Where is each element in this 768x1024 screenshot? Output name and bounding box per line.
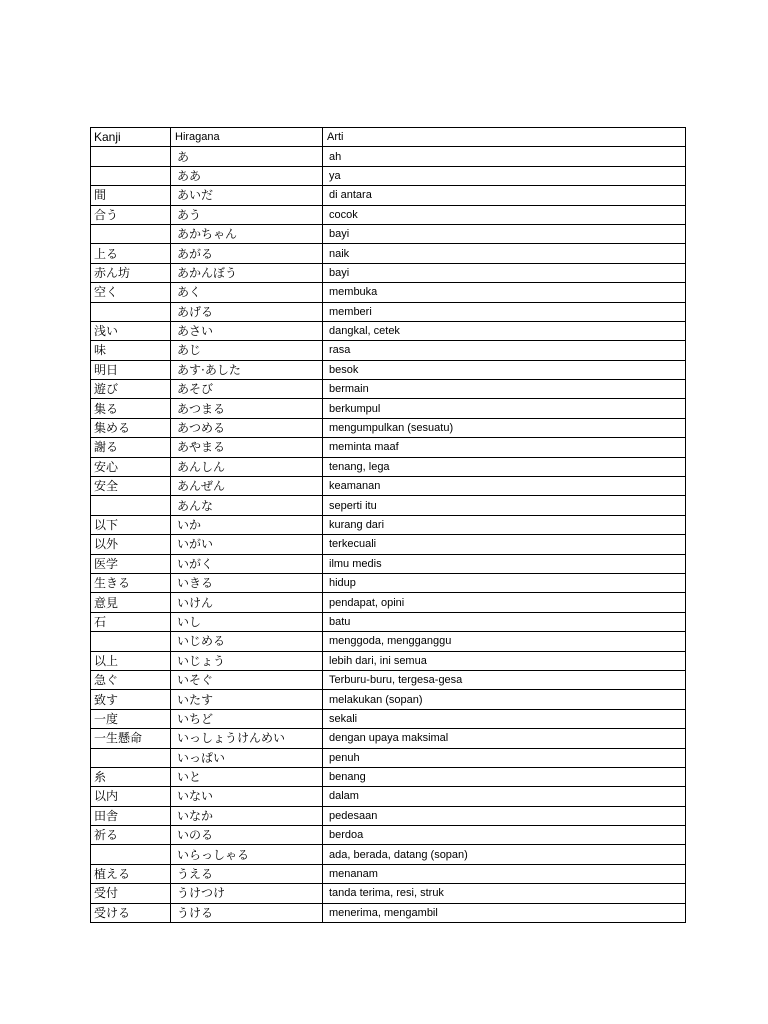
table-row <box>91 690 686 709</box>
table-row <box>91 767 686 786</box>
arti-cell: hidup <box>323 573 686 592</box>
table-row <box>91 826 686 845</box>
kanji-cell: 安全 <box>91 477 171 496</box>
arti-cell: ah <box>323 147 686 166</box>
kanji-cell: 間 <box>91 186 171 205</box>
arti-cell: sekali <box>323 709 686 728</box>
table-row <box>91 360 686 379</box>
table-row <box>91 186 686 205</box>
hiragana-cell: いがく <box>171 554 323 573</box>
kanji-cell <box>91 748 171 767</box>
hiragana-cell: いちど <box>171 709 323 728</box>
table-row <box>91 884 686 903</box>
hiragana-cell: あ <box>171 147 323 166</box>
arti-cell: Terburu-buru, tergesa-gesa <box>323 670 686 689</box>
hiragana-cell: いなか <box>171 806 323 825</box>
arti-cell: mengumpulkan (sesuatu) <box>323 418 686 437</box>
table-row <box>91 787 686 806</box>
kanji-cell: 明日 <box>91 360 171 379</box>
arti-cell: dalam <box>323 787 686 806</box>
kanji-cell: 遊び <box>91 380 171 399</box>
table-row <box>91 515 686 534</box>
arti-cell: benang <box>323 767 686 786</box>
table-row <box>91 554 686 573</box>
table-row <box>91 418 686 437</box>
hiragana-cell: うける <box>171 903 323 922</box>
arti-cell: pendapat, opini <box>323 593 686 612</box>
kanji-cell <box>91 496 171 515</box>
hiragana-cell: あつめる <box>171 418 323 437</box>
table-row <box>91 806 686 825</box>
table-row <box>91 651 686 670</box>
kanji-cell <box>91 147 171 166</box>
arti-cell: bermain <box>323 380 686 399</box>
kanji-cell: 石 <box>91 612 171 631</box>
hiragana-cell: あう <box>171 205 323 224</box>
kanji-cell: 田舎 <box>91 806 171 825</box>
hiragana-cell: あそび <box>171 380 323 399</box>
arti-cell: terkecuali <box>323 535 686 554</box>
kanji-cell: 味 <box>91 341 171 360</box>
arti-cell: tanda terima, resi, struk <box>323 884 686 903</box>
table-row <box>91 244 686 263</box>
kanji-cell: 合う <box>91 205 171 224</box>
kanji-cell: 一生懸命 <box>91 729 171 748</box>
arti-cell: seperti itu <box>323 496 686 515</box>
table-body <box>91 147 686 923</box>
hiragana-cell: あつまる <box>171 399 323 418</box>
hiragana-cell: あやまる <box>171 438 323 457</box>
header-kanji: Kanji <box>91 128 171 147</box>
kanji-cell: 受付 <box>91 884 171 903</box>
arti-cell: cocok <box>323 205 686 224</box>
table-row <box>91 224 686 243</box>
arti-cell: meminta maaf <box>323 438 686 457</box>
table-row <box>91 341 686 360</box>
kanji-cell: 受ける <box>91 903 171 922</box>
arti-cell: bayi <box>323 263 686 282</box>
kanji-cell: 植える <box>91 864 171 883</box>
header-hiragana: Hiragana <box>171 128 323 147</box>
table-row <box>91 593 686 612</box>
kanji-cell: 集める <box>91 418 171 437</box>
arti-cell: rasa <box>323 341 686 360</box>
hiragana-cell: あげる <box>171 302 323 321</box>
kanji-cell: 医学 <box>91 554 171 573</box>
hiragana-cell: いがい <box>171 535 323 554</box>
table-row <box>91 438 686 457</box>
kanji-cell: 赤ん坊 <box>91 263 171 282</box>
hiragana-cell: いと <box>171 767 323 786</box>
kanji-cell: 意見 <box>91 593 171 612</box>
hiragana-cell: あく <box>171 283 323 302</box>
arti-cell: menerima, mengambil <box>323 903 686 922</box>
hiragana-cell: いじめる <box>171 632 323 651</box>
table-row <box>91 535 686 554</box>
hiragana-cell: あかちゃん <box>171 224 323 243</box>
kanji-cell <box>91 302 171 321</box>
table-row <box>91 399 686 418</box>
hiragana-cell: うけつけ <box>171 884 323 903</box>
kanji-cell: 以下 <box>91 515 171 534</box>
arti-cell: ilmu medis <box>323 554 686 573</box>
kanji-cell: 致す <box>91 690 171 709</box>
hiragana-cell: いし <box>171 612 323 631</box>
arti-cell: menanam <box>323 864 686 883</box>
hiragana-cell: うえる <box>171 864 323 883</box>
hiragana-cell: いっしょうけんめい <box>171 729 323 748</box>
hiragana-cell: あんぜん <box>171 477 323 496</box>
table-row <box>91 147 686 166</box>
table-row <box>91 166 686 185</box>
hiragana-cell: いきる <box>171 573 323 592</box>
kanji-cell: 以上 <box>91 651 171 670</box>
table-row <box>91 380 686 399</box>
hiragana-cell: いけん <box>171 593 323 612</box>
arti-cell: berkumpul <box>323 399 686 418</box>
table-row <box>91 709 686 728</box>
table-row <box>91 632 686 651</box>
arti-cell: lebih dari, ini semua <box>323 651 686 670</box>
kanji-cell <box>91 166 171 185</box>
table-row <box>91 283 686 302</box>
arti-cell: melakukan (sopan) <box>323 690 686 709</box>
kanji-cell <box>91 224 171 243</box>
table-row <box>91 903 686 922</box>
table-row <box>91 477 686 496</box>
hiragana-cell: いそぐ <box>171 670 323 689</box>
arti-cell: besok <box>323 360 686 379</box>
hiragana-cell: あんな <box>171 496 323 515</box>
kanji-cell: 上る <box>91 244 171 263</box>
hiragana-cell: いたす <box>171 690 323 709</box>
table-row <box>91 864 686 883</box>
hiragana-cell: あさい <box>171 321 323 340</box>
kanji-cell <box>91 632 171 651</box>
arti-cell: di antara <box>323 186 686 205</box>
kanji-cell: 生きる <box>91 573 171 592</box>
kanji-cell: 集る <box>91 399 171 418</box>
kanji-cell: 謝る <box>91 438 171 457</box>
table-row <box>91 457 686 476</box>
arti-cell: bayi <box>323 224 686 243</box>
kanji-cell: 空く <box>91 283 171 302</box>
table-row <box>91 748 686 767</box>
table-row <box>91 205 686 224</box>
kanji-cell: 以外 <box>91 535 171 554</box>
arti-cell: penuh <box>323 748 686 767</box>
table-row <box>91 321 686 340</box>
hiragana-cell: あがる <box>171 244 323 263</box>
arti-cell: membuka <box>323 283 686 302</box>
arti-cell: ya <box>323 166 686 185</box>
hiragana-cell: ああ <box>171 166 323 185</box>
kanji-cell: 祈る <box>91 826 171 845</box>
arti-cell: batu <box>323 612 686 631</box>
table-row <box>91 496 686 515</box>
hiragana-cell: いらっしゃる <box>171 845 323 864</box>
hiragana-cell: あす·あした <box>171 360 323 379</box>
table-row <box>91 573 686 592</box>
hiragana-cell: いのる <box>171 826 323 845</box>
kanji-cell: 以内 <box>91 787 171 806</box>
table-row <box>91 845 686 864</box>
hiragana-cell: いか <box>171 515 323 534</box>
arti-cell: berdoa <box>323 826 686 845</box>
hiragana-cell: あじ <box>171 341 323 360</box>
kanji-cell: 浅い <box>91 321 171 340</box>
kanji-cell: 一度 <box>91 709 171 728</box>
arti-cell: dangkal, cetek <box>323 321 686 340</box>
arti-cell: memberi <box>323 302 686 321</box>
vocabulary-table <box>90 127 686 923</box>
arti-cell: keamanan <box>323 477 686 496</box>
arti-cell: ada, berada, datang (sopan) <box>323 845 686 864</box>
hiragana-cell: あかんぼう <box>171 263 323 282</box>
table-row <box>91 612 686 631</box>
arti-cell: menggoda, mengganggu <box>323 632 686 651</box>
arti-cell: kurang dari <box>323 515 686 534</box>
hiragana-cell: いっぱい <box>171 748 323 767</box>
arti-cell: naik <box>323 244 686 263</box>
hiragana-cell: あいだ <box>171 186 323 205</box>
arti-cell: dengan upaya maksimal <box>323 729 686 748</box>
kanji-cell: 急ぐ <box>91 670 171 689</box>
kanji-cell: 糸 <box>91 767 171 786</box>
arti-cell: tenang, lega <box>323 457 686 476</box>
kanji-cell <box>91 845 171 864</box>
table-header-row <box>91 128 686 147</box>
hiragana-cell: いない <box>171 787 323 806</box>
hiragana-cell: いじょう <box>171 651 323 670</box>
table-row <box>91 729 686 748</box>
header-arti: Arti <box>323 128 686 147</box>
table-row <box>91 263 686 282</box>
hiragana-cell: あんしん <box>171 457 323 476</box>
table-row <box>91 670 686 689</box>
kanji-cell: 安心 <box>91 457 171 476</box>
arti-cell: pedesaan <box>323 806 686 825</box>
table-row <box>91 302 686 321</box>
